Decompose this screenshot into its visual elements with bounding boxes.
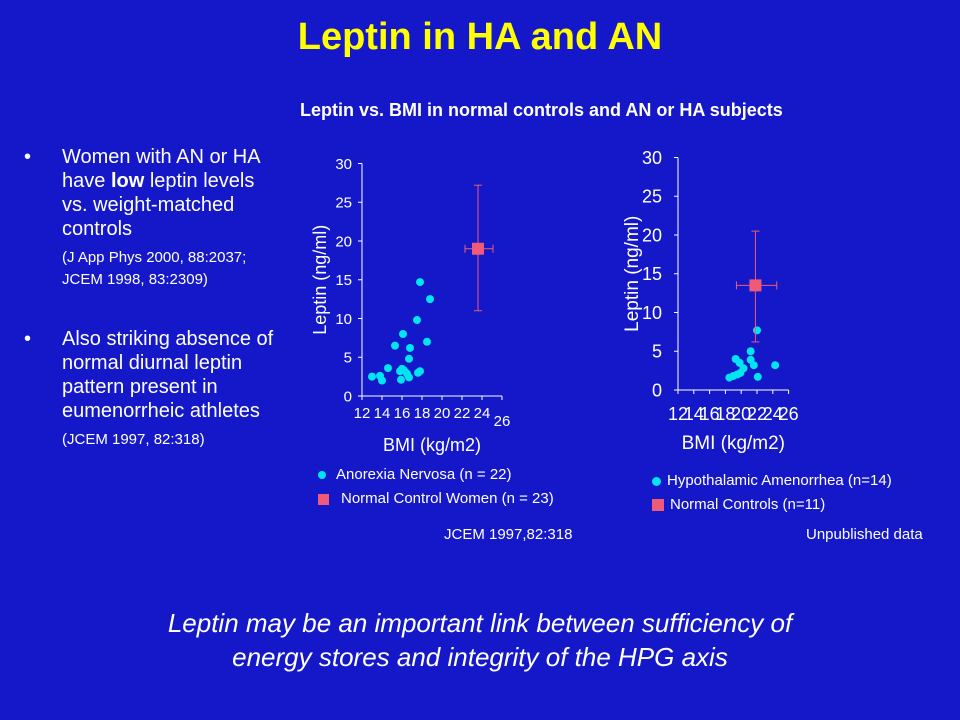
x-tick-label: 12 xyxy=(353,405,371,422)
x-tick-label: 16 xyxy=(393,405,411,422)
chart-anorexia-nervosa xyxy=(300,148,620,468)
data-point xyxy=(397,376,405,384)
y-tick-label: 20 xyxy=(641,225,662,246)
data-point xyxy=(399,330,407,338)
data-point xyxy=(740,364,748,372)
mean-square-point xyxy=(472,243,484,255)
square-marker-icon xyxy=(318,494,329,505)
slide-title: Leptin in HA and AN xyxy=(297,16,663,58)
y-tick-label: 0 xyxy=(651,380,662,401)
data-point xyxy=(368,373,376,381)
x-tick-label: 16 xyxy=(699,404,720,424)
circle-marker-icon xyxy=(318,471,326,479)
data-point xyxy=(426,295,434,303)
data-point xyxy=(753,326,761,334)
bullet-symbol: • xyxy=(24,328,32,350)
data-point xyxy=(416,278,424,286)
y-tick-label: 25 xyxy=(335,194,352,212)
bullet-text: Also striking absence of normal diurnal leptin pattern present in eumenorrheic athletes xyxy=(62,328,274,422)
x-tick-label: 12 xyxy=(667,404,689,424)
data-point xyxy=(405,355,413,363)
x-tick-label: 18 xyxy=(413,405,431,422)
scatter-plot-svg xyxy=(618,140,938,460)
y-tick-label: 10 xyxy=(641,302,662,323)
data-point xyxy=(747,347,755,355)
bullet-item-1 xyxy=(24,145,284,291)
scatter-plot-svg xyxy=(300,148,620,468)
x-tick-label: 20 xyxy=(433,405,451,422)
chart-hypothalamic-amenorrhea xyxy=(618,140,938,460)
x-tick-label: 18 xyxy=(715,404,736,424)
chart-source: JCEM 1997,82:318 xyxy=(444,526,573,543)
legend-hypothalamic-amenorrhea xyxy=(652,472,892,489)
data-point xyxy=(423,338,431,346)
chart-subtitle: Leptin vs. BMI in normal controls and AN or HA subjects xyxy=(300,100,783,120)
legend-label: Normal Control Women (n = 23) xyxy=(341,490,554,507)
y-axis-label: Leptin (ng/ml) xyxy=(622,215,643,332)
y-tick-label: 15 xyxy=(335,272,352,289)
x-tick-label: 20 xyxy=(731,404,752,424)
bullet-text-part: leptin levels vs. weight-matched controls xyxy=(62,170,255,240)
x-tick-label: 14 xyxy=(373,405,391,422)
x-tick-label: 22 xyxy=(453,405,471,422)
bullet-bold-word: low xyxy=(110,170,145,192)
bullet-symbol: • xyxy=(24,146,32,168)
y-tick-label: 30 xyxy=(335,155,352,173)
x-axis-label: BMI (kg/m2) xyxy=(382,435,482,455)
data-point xyxy=(405,373,413,381)
data-point xyxy=(391,342,399,350)
legend-normal-controls xyxy=(652,496,825,513)
legend-normal-control-women xyxy=(318,490,554,507)
data-point xyxy=(384,364,392,372)
bullet-list xyxy=(24,145,284,451)
y-tick-label: 5 xyxy=(343,349,352,367)
x-tick-label: 22 xyxy=(746,404,768,424)
y-tick-label: 20 xyxy=(335,233,352,251)
data-point xyxy=(413,316,421,324)
conclusion-line-1: Leptin may be an important link between sufficiency of xyxy=(167,608,793,638)
y-tick-label: 25 xyxy=(641,186,662,207)
conclusion-line-2: energy stores and integrity of the HPG axis xyxy=(232,642,728,672)
legend-label: Normal Controls (n=11) xyxy=(670,496,826,513)
data-point xyxy=(378,377,386,385)
x-tick-label: 26 xyxy=(493,413,511,430)
conclusion-text xyxy=(0,606,960,674)
x-axis-label: BMI (kg/m2) xyxy=(681,433,786,454)
bullet-reference: (JCEM 1997, 82:318) xyxy=(62,431,205,448)
bullet-text-part: Women with AN or HA have xyxy=(62,146,260,192)
x-tick-label: 14 xyxy=(683,404,704,424)
legend-anorexia-nervosa xyxy=(318,466,512,483)
x-tick-label: 26 xyxy=(778,404,799,424)
y-tick-label: 5 xyxy=(651,341,662,362)
y-tick-label: 30 xyxy=(641,147,662,168)
chart-source: Unpublished data xyxy=(806,526,923,543)
data-point xyxy=(416,367,424,375)
bullet-reference: (J App Phys 2000, 88:2037; JCEM 1998, 83:2309) xyxy=(62,249,247,288)
y-tick-label: 10 xyxy=(335,310,352,328)
legend-label: Anorexia Nervosa (n = 22) xyxy=(336,466,512,483)
square-marker-icon xyxy=(652,499,664,511)
bullet-item-2 xyxy=(24,327,284,451)
data-point xyxy=(750,361,758,369)
x-tick-label: 24 xyxy=(762,404,783,424)
y-tick-label: 0 xyxy=(343,388,352,406)
mean-square-point xyxy=(749,279,761,291)
circle-marker-icon xyxy=(652,477,661,486)
x-tick-label: 24 xyxy=(473,405,491,422)
data-point xyxy=(771,361,779,369)
data-point xyxy=(754,373,762,381)
y-tick-label: 15 xyxy=(641,264,662,285)
legend-label: Hypothalamic Amenorrhea (n=14) xyxy=(667,472,892,489)
data-point xyxy=(406,344,414,352)
y-axis-label: Leptin (ng/ml) xyxy=(310,224,330,335)
